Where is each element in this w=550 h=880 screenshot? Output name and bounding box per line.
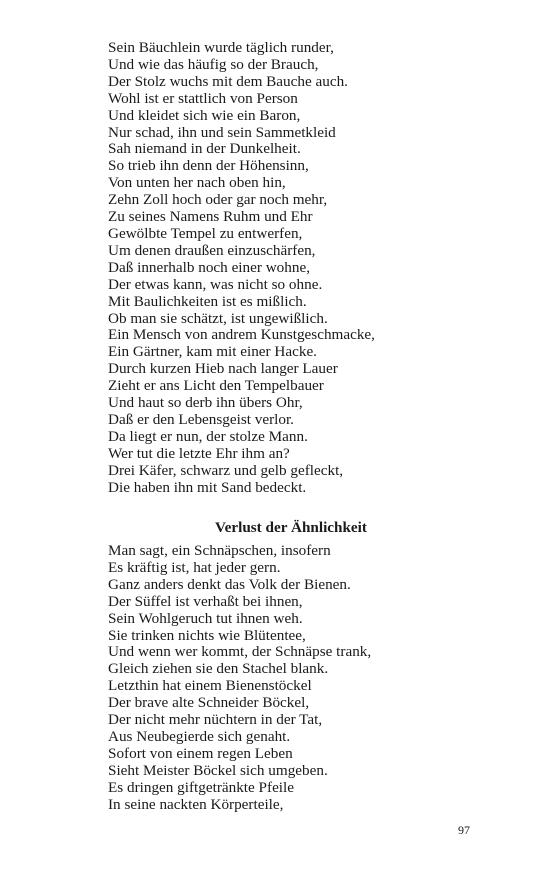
verse-line: Daß innerhalb noch einer wohne, xyxy=(108,258,311,276)
poem-title: Verlust der Ähnlichkeit xyxy=(215,519,367,536)
verse-line: Nur schad, ihn und sein Sammetkleid xyxy=(108,123,336,141)
verse-line: Und haut so derb ihn übers Ohr, xyxy=(108,394,303,412)
verse-line: Gewölbte Tempel zu entwerfen, xyxy=(108,224,303,242)
verse-line: Um denen draußen einzuschärfen, xyxy=(108,241,316,259)
verse-line: Die haben ihn mit Sand bedeckt. xyxy=(108,478,307,496)
verse-line: Aus Neubegierde sich genaht. xyxy=(108,727,291,745)
verse-line: Wer tut die letzte Ehr ihm an? xyxy=(108,444,290,462)
verse-line: Zehn Zoll hoch oder gar noch mehr, xyxy=(108,191,328,209)
verse-line: Ob man sie schätzt, ist ungewißlich. xyxy=(108,309,328,327)
verse-line: Sofort von einem regen Leben xyxy=(108,744,293,762)
verse-line: Der nicht mehr nüchtern in der Tat, xyxy=(108,711,323,729)
verse-line: Es kräftig ist, hat jeder gern. xyxy=(108,558,281,576)
verse-line: Da liegt er nun, der stolze Mann. xyxy=(108,427,308,445)
verse-line: Ein Mensch von andrem Kunstgeschmacke, xyxy=(108,326,375,344)
verse-line: Mit Baulichkeiten ist es mißlich. xyxy=(108,292,307,310)
verse-line: Der Süffel ist verhaßt bei ihnen, xyxy=(108,592,303,610)
verse-line: Sie trinken nichts wie Blütentee, xyxy=(108,626,306,644)
verse-line: Drei Käfer, schwarz und gelb gefleckt, xyxy=(108,461,344,479)
verse-line: Daß er den Lebensgeist verlor. xyxy=(108,410,294,428)
verse-line: Der brave alte Schneider Böckel, xyxy=(108,694,310,712)
verse-line: Von unten her nach oben hin, xyxy=(108,174,286,192)
verse-line: Sein Wohlgeruch tut ihnen weh. xyxy=(108,609,303,627)
verse-line: Sieht Meister Böckel sich umgeben. xyxy=(108,761,328,779)
verse-line: Ein Gärtner, kam mit einer Hacke. xyxy=(108,343,317,361)
verse-line: Sah niemand in der Dunkelheit. xyxy=(108,140,301,158)
verse-line: Ganz anders denkt das Volk der Bienen. xyxy=(108,575,351,593)
verse-line: Sein Bäuchlein wurde täglich runder, xyxy=(108,39,334,56)
verse-line: Der Stolz wuchs mit dem Bauche auch. xyxy=(108,72,348,90)
poem-continued-stanza xyxy=(108,40,508,496)
verse-line: Und wie das häufig so der Brauch, xyxy=(108,55,319,73)
verse-line: Und kleidet sich wie ein Baron, xyxy=(108,106,301,124)
verse-line: In seine nackten Körperteile, xyxy=(108,795,284,813)
verse-line: Zu seines Namens Ruhm und Ehr xyxy=(108,208,313,226)
verse-line: Letzthin hat einem Bienenstöckel xyxy=(108,677,312,695)
verse-line: Man sagt, ein Schnäpschen, insofern xyxy=(108,542,331,559)
verse-line: Zieht er ans Licht den Tempelbauer xyxy=(108,377,324,395)
verse-line: Es dringen giftgetränkte Pfeile xyxy=(108,778,294,796)
verse-line: Und wenn wer kommt, der Schnäpse trank, xyxy=(108,643,372,661)
page-number: 97 xyxy=(458,823,470,837)
verse-line: Wohl ist er stattlich von Person xyxy=(108,89,298,107)
verse-line: So trieb ihn denn der Höhensinn, xyxy=(108,157,309,175)
verse-line: Gleich ziehen sie den Stachel blank. xyxy=(108,660,329,678)
verse-line: Der etwas kann, was nicht so ohne. xyxy=(108,275,323,293)
poem-next-stanza xyxy=(108,543,508,814)
verse-line: Durch kurzen Hieb nach langer Lauer xyxy=(108,360,338,378)
